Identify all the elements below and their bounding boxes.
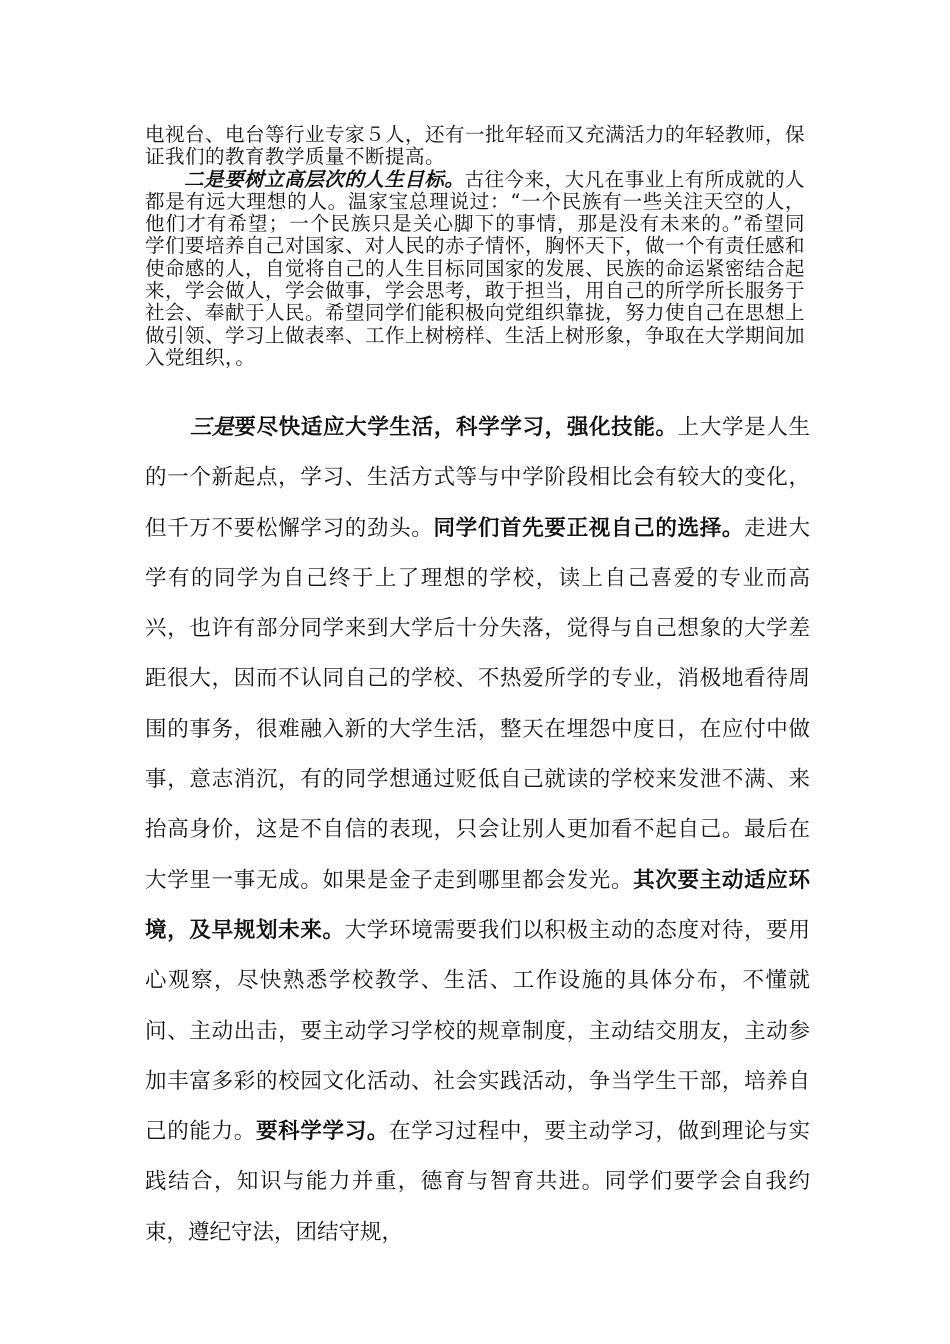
paragraph-3-text-1: 上大学是人生的一个新起点，学习、生活方式等与中学阶段相比会有较大的变化，但千万不要松懈学习的劲头。: [145, 415, 810, 541]
paragraph-3-text-3: 大学环境需要我们以积极主动的态度对待，要用心观察，尽快熟悉学校教学、生活、工作设施的具体分布，不懂就问、主动出击，要主动学习学校的规章制度，主动结交朋友，主动参加丰富多彩的校园文化活动、社会实践活动，争当学生干部，培养自己的能力。: [145, 917, 810, 1145]
paragraph-2: [145, 169, 805, 370]
paragraph-3-bold-2: 其次要主动适应环境，及早规划未来。: [145, 867, 810, 943]
paragraph-3-bold-1: 同学们首先要正视自己的选择。: [433, 515, 745, 541]
paragraph-3-heading: 要尽快适应大学生活，科学学习，强化技能。: [234, 415, 678, 440]
paragraph-3-text-4: 在学习过程中，要主动学习，做到理论与实践结合，知识与能力并重，德育与智育共进。同学们要学会自我约束，遵纪守法，团结守规，: [145, 1119, 810, 1245]
paragraph-2-body: 古往今来，大凡在事业上有所成就的人都是有远大理想的人。温家宝总理说过：“一个民族有一些关注天空的人，他们才有希望；一个民族只是关心脚下的事情，那是没有未来的。”希望同学们要培养自己对国家、对人民的赤子情怀，胸怀天下，做一个有责任感和使命感的人，自觉将自己的人生目标同国家的发展、民族的命运紧密结合起来，学会做人，学会做事，学会思考，敢于担当，用自己的所学所长服务于社会、奉献于人民。希望同学们能积极向党组织靠拢，努力使自己在思想上做引领、学习上做表率、工作上树榜样、生活上树形象，争取在大学期间加入党组织，。: [145, 167, 806, 369]
paragraph-3-text-2: 走进大学有的同学为自己终于上了理想的学校，读上自己喜爱的专业而高兴，也许有部分同学来到大学后十分失落，觉得与自己想象的大学差距很大，因而不认同自己的学校、不热爱所学的专业，消极地看待周围的事务，很难融入新的大学生活，整天在埋怨中度日，在应付中做事，意志消沉，有的同学想通过贬低自己就读的学校来发泄不满、来抬高身价，这是不自信的表现，只会让别人更加看不起自己。最后在大学里一事无成。如果是金子走到哪里都会发光。: [145, 515, 810, 893]
paragraph-3-bold-3: 要科学学习。: [255, 1119, 390, 1145]
paragraph-3-lead: 三是: [190, 415, 235, 440]
paragraph-1: 电视台、电台等行业专家５人，还有一批年轻而又充满活力的年轻教师，保证我们的教育教学质量不断提高。: [145, 123, 806, 169]
serif-text-block: [145, 124, 805, 369]
paragraph-2-heading: 二是要树立高层次的人生目标。: [184, 167, 465, 191]
sans-text-block: [145, 403, 810, 1258]
paragraph-3: [145, 403, 810, 1258]
